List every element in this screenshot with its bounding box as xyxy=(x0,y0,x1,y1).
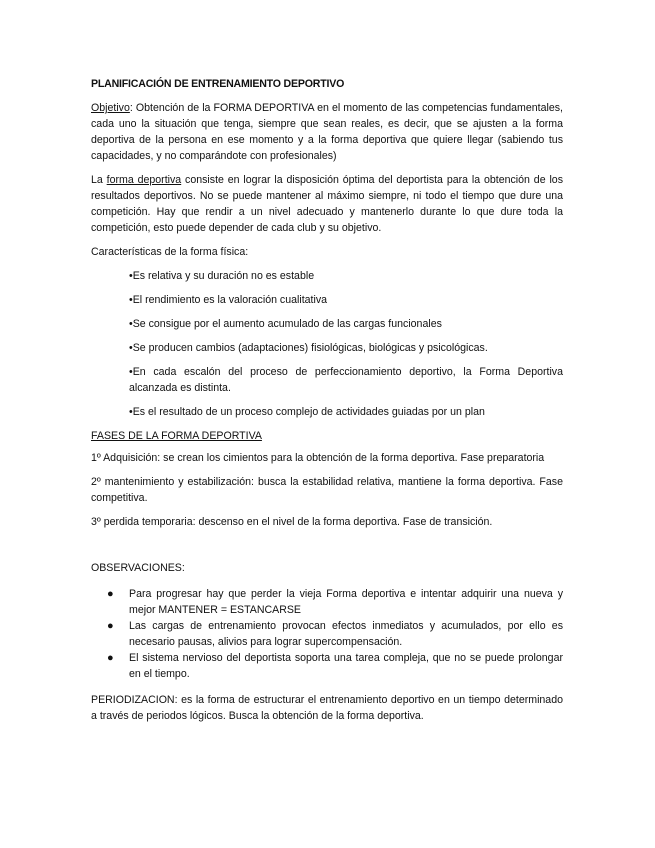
fases-title: FASES DE LA FORMA DEPORTIVA xyxy=(91,430,262,442)
forma-paragraph xyxy=(91,172,563,236)
caracteristicas-list xyxy=(129,268,563,420)
caracteristica-item: •Es el resultado de un proceso complejo de actividades guiadas por un plan xyxy=(129,406,485,418)
forma-prefix: La xyxy=(91,174,107,186)
caracteristica-item: •En cada escalón del proceso de perfeccionamiento deportivo, la Forma Deportiva alcanzada es distinta. xyxy=(129,366,563,394)
observacion-text: Para progresar hay que perder la vieja Forma deportiva e intentar adquirir una nueva y mejor MANTENER = ESTANCARSE xyxy=(129,588,563,616)
caracteristica-item: •Se consigue por el aumento acumulado de las cargas funcionales xyxy=(129,318,442,330)
forma-text: consiste en lograr la disposición óptima del deportista para la obtención de los resultados deportivos. No se puede mantener al máximo siempre, ni todo el tiempo que dure una competición. Hay que rendir a un nivel adecuado y mantenerlo durante lo que dure toda la competición, esto puede depender de cada club y su objetivo. xyxy=(91,174,563,234)
caracteristica-item: •Es relativa y su duración no es estable xyxy=(129,270,315,282)
objetivo-text: : Obtención de la FORMA DEPORTIVA en el momento de las competencias fundamentales, cada uno la situación que tenga, siempre que sean reales, es decir, que se ajusten a la forma deportiva de la persona en ese momento y a la forma deportiva que quiere llegar (sabiendo tus capacidades, y no comparándote con profesionales) xyxy=(91,102,563,162)
objetivo-paragraph xyxy=(91,100,563,164)
fase-item: 2º mantenimiento y estabilización: busca la estabilidad relativa, mantiene la forma deportiva. Fase competitiva. xyxy=(91,476,563,504)
observacion-item xyxy=(91,586,563,618)
objetivo-label: Objetivo xyxy=(91,102,130,114)
periodizacion-paragraph: PERIODIZACION: es la forma de estructurar el entrenamiento deportivo en un tiempo determinado a través de periodos lógicos. Busca la obtención de la forma deportiva. xyxy=(91,694,563,722)
forma-label: forma deportiva xyxy=(106,174,182,186)
caracteristicas-title: Características de la forma física: xyxy=(91,246,249,258)
document-title: PLANIFICACIÓN DE ENTRENAMIENTO DEPORTIVO xyxy=(91,78,345,90)
observacion-item xyxy=(91,650,563,682)
caracteristica-item: •El rendimiento es la valoración cualitativa xyxy=(129,294,328,306)
caracteristica-item: •Se producen cambios (adaptaciones) fisiológicas, biológicas y psicológicas. xyxy=(129,342,488,354)
observaciones-list xyxy=(91,586,563,682)
bullet-icon: ● xyxy=(107,620,114,632)
observacion-text: Las cargas de entrenamiento provocan efectos inmediatos y acumulados, por ello es necesario pausas, alivios para lograr supercompensación. xyxy=(129,620,563,648)
observaciones-title: OBSERVACIONES: xyxy=(91,562,185,574)
bullet-icon: ● xyxy=(107,652,114,664)
fase-item: 3º perdida temporaria: descenso en el nivel de la forma deportiva. Fase de transición. xyxy=(91,516,493,528)
fase-item: 1º Adquisición: se crean los cimientos para la obtención de la forma deportiva. Fase preparatoria xyxy=(91,452,545,464)
bullet-icon: ● xyxy=(107,588,114,600)
observacion-text: El sistema nervioso del deportista soporta una tarea compleja, que no se puede prolongar en el tiempo. xyxy=(129,652,563,680)
observacion-item xyxy=(91,618,563,650)
document-page xyxy=(91,76,563,724)
